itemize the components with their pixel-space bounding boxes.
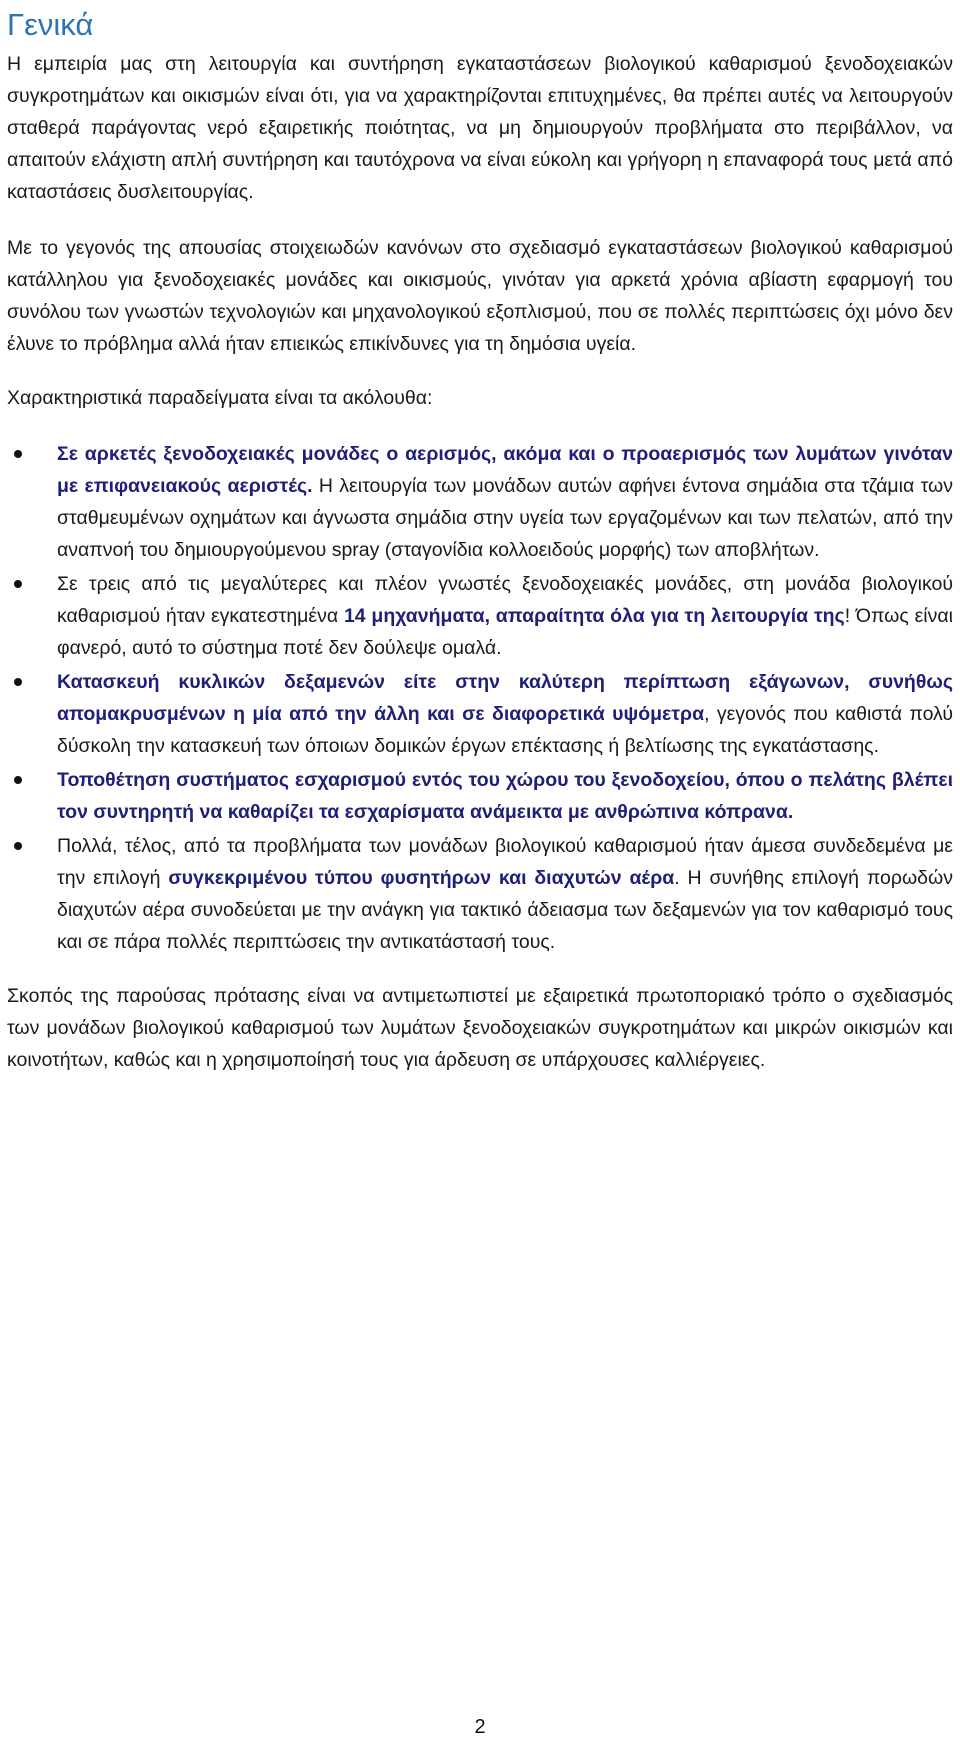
bold-phrase: Κατασκευή κυκλικών δεξαμενών είτε στην καλύτερη περίπτωση εξάγωνων, συνήθως απομακρυσμένων η μία από την άλλη και σε διαφορετικά υψόμετρα bbox=[57, 671, 953, 725]
document-page bbox=[7, 0, 953, 1076]
bullet-icon bbox=[14, 842, 22, 850]
bullet-icon bbox=[14, 678, 22, 686]
page-number: 2 bbox=[474, 1716, 486, 1738]
bold-phrase: Σε αρκετές ξενοδοχειακές μονάδες ο αερισμός, ακόμα και ο προαερισμός των λυμάτων γινόταν με επιφανειακούς αεριστές. bbox=[57, 443, 953, 497]
item-text: . Η συνήθης επιλογή πορωδών διαχυτών αέρα συνοδεύεται με την ανάγκη για τακτικό άδειασμα των δεξαμενών για τον καθαρισμό τους και σε πάρα πολλές περιπτώσεις την αντικατάστασή τους. bbox=[57, 867, 954, 953]
bullet-icon bbox=[14, 776, 22, 784]
bold-phrase: 14 μηχανήματα, απαραίτητα όλα για τη λειτουργία της bbox=[343, 605, 845, 627]
item-text: Πολλά, τέλος, από τα προβλήματα των μονάδων βιολογικού καθαρισμού ήταν άμεσα συνδεδεμένα με την επιλογή bbox=[57, 835, 953, 889]
bold-phrase: Τοποθέτηση συστήματος εσχαρισμού εντός του χώρου του ξενοδοχείου, όπου ο πελάτης βλέπει τον συντηρητή να καθαρίζει τα εσχαρίσματα ανάμεικτα με ανθρώπινα κόπρανα. bbox=[57, 769, 953, 823]
context-paragraph: Με το γεγονός της απουσίας στοιχειωδών κανόνων στο σχεδιασμό εγκαταστάσεων βιολογικού καθαρισμού κατάλληλου για ξενοδοχειακές μονάδες και οικισμούς, γινόταν για αρκετά χρόνια αβίαστη εφαρμογή του συνόλου των γνωστών τεχνολογιών και μηχανολογικού εξοπλισμού, που σε πολλές περιπτώσεις όχι μόνο δεν έλυνε το πρόβλημα αλλά ήταν επιεικώς επικίνδυνες για τη δημόσια υγεία. bbox=[7, 237, 953, 355]
list-item bbox=[7, 666, 953, 762]
bullet-icon bbox=[14, 450, 22, 458]
item-text: , γεγονός που καθιστά πολύ δύσκολη την κατασκευή των όποιων δομικών έργων επέκτασης ή βελτίωσης της εγκατάστασης. bbox=[57, 703, 954, 757]
list-item bbox=[7, 830, 953, 958]
examples-list bbox=[7, 438, 953, 958]
intro-paragraph: Η εμπειρία μας στη λειτουργία και συντήρηση εγκαταστάσεων βιολογικού καθαρισμού ξενοδοχειακών συγκροτημάτων και οικισμών είναι ότι, για να χαρακτηρίζονται επιτυχημένες, θα πρέπει αυτές να λειτουργούν σταθερά παράγοντας νερό εξαιρετικής ποιότητας, να μη δημιουργούν προβλήματα στο περιβάλλον, να απαιτούν ελάχιστη απλή συντήρηση και ταυτόχρονα να είναι εύκολη και γρήγορη η επαναφορά τους μετά από καταστάσεις δυσλειτουργίας. bbox=[7, 53, 953, 203]
item-text: ! Όπως είναι φανερό, αυτό το σύστημα ποτέ δεν δούλεψε ομαλά. bbox=[57, 605, 953, 659]
item-text: Η λειτουργία των μονάδων αυτών αφήνει έντονα σημάδια στα τζάμια των σταθμευμένων οχημάτων και άγνωστα σημάδια στην υγεία των εργαζομένων και των πελατών, από την αναπνοή του δημιουργούμενου spray (σταγονίδια κολλοειδούς μορφής) των αποβλήτων. bbox=[57, 475, 953, 561]
examples-intro: Χαρακτηριστικά παραδείγματα είναι τα ακόλουθα: bbox=[7, 387, 433, 409]
bold-phrase: συγκεκριμένου τύπου φυσητήρων και διαχυτών αέρα bbox=[168, 867, 675, 889]
item-text: Σε τρεις από τις μεγαλύτερες και πλέον γνωστές ξενοδοχειακές μονάδες, στη μονάδα βιολογικού καθαρισμού ήταν εγκατεστημένα bbox=[57, 573, 953, 627]
section-heading: Γενικά bbox=[7, 7, 94, 42]
list-item bbox=[7, 438, 953, 566]
purpose-paragraph: Σκοπός της παρούσας πρότασης είναι να αντιμετωπιστεί με εξαιρετικά πρωτοποριακό τρόπο ο σχεδιασμός των μονάδων βιολογικού καθαρισμού των λυμάτων ξενοδοχειακών συγκροτημάτων και μικρών οικισμών και κοινοτήτων, καθώς και η χρησιμοποίησή τους για άρδευση σε υπάρχουσες καλλιέργειες. bbox=[7, 985, 953, 1071]
bullet-icon bbox=[14, 580, 22, 588]
list-item bbox=[7, 568, 953, 664]
list-item bbox=[7, 764, 953, 828]
